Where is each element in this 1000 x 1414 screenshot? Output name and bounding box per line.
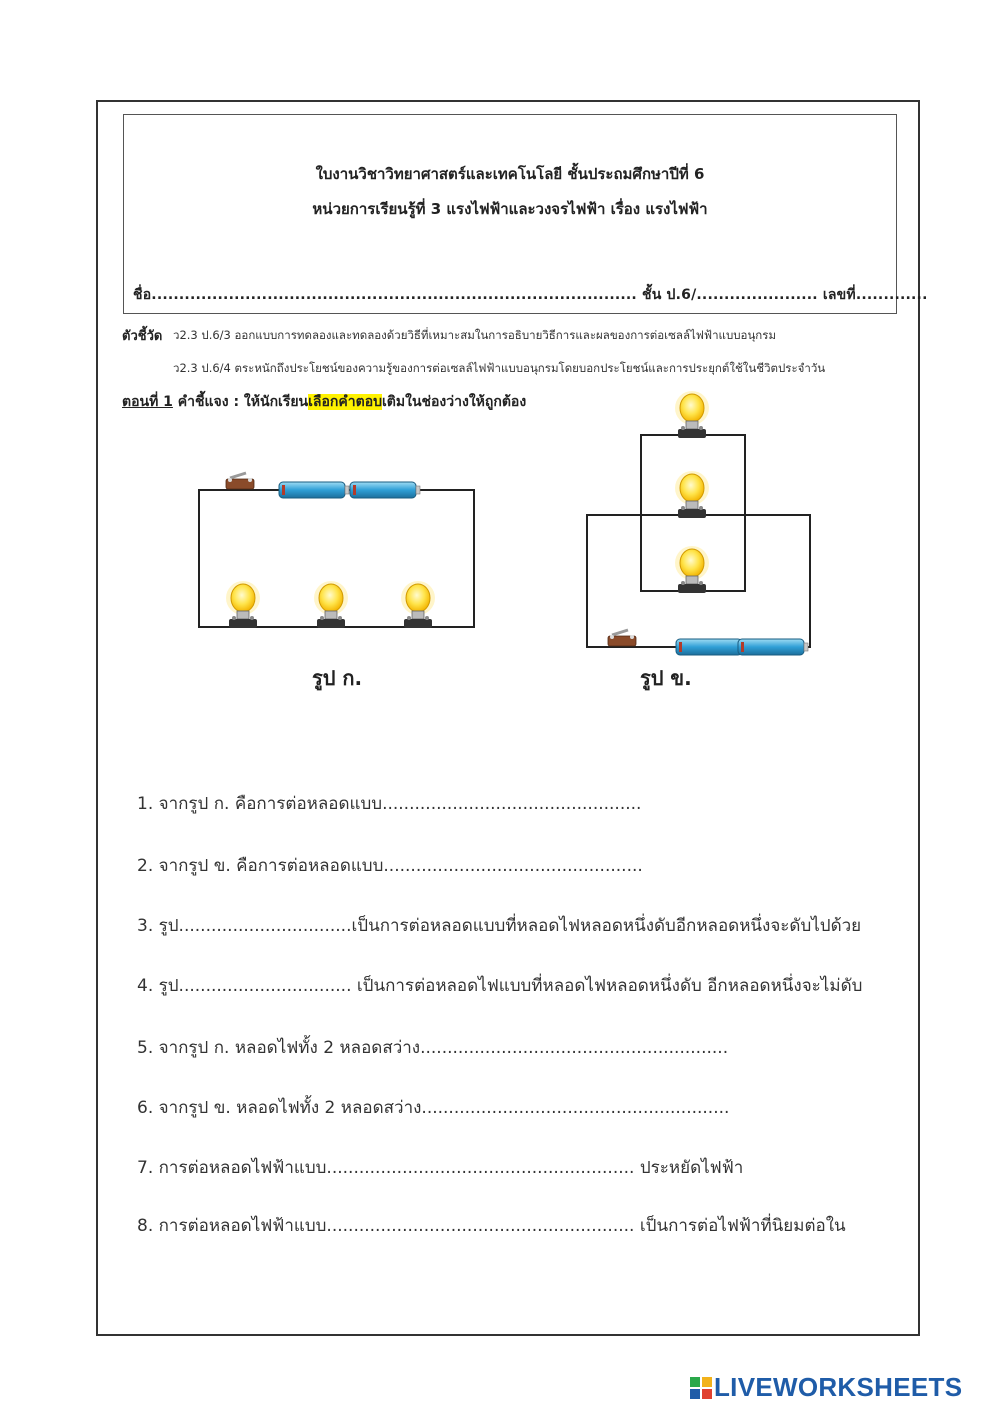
- question-5: 5. จากรูป ก. หลอดไฟทั้ง 2 หลอดสว่าง.........................................................: [137, 1038, 729, 1058]
- question-4: 4. รูป................................ เป็นการต่อหลอดไฟแบบที่หลอดไฟหลอดหนึ่งดับ อีกหลอดหนึ่งจะไม่ดับ: [137, 976, 863, 996]
- question-3: 3. รูป................................เป็นการต่อหลอดแบบที่หลอดไฟหลอดหนึ่งดับอีกหลอดหนึ่งจะดับไปด้วย: [137, 916, 862, 936]
- figure-a-series-circuit: [199, 473, 474, 628]
- battery-icon: [738, 639, 808, 655]
- light-bulb-icon: [401, 581, 435, 628]
- worksheet-title: ใบงานวิชาวิทยาศาสตร์และเทคโนโลยี ชั้นประถมศึกษาปีที่ 6: [315, 165, 705, 183]
- unit-title: หน่วยการเรียนรู้ที่ 3 แรงไฟฟ้าและวงจรไฟฟ้า เรื่อง แรงไฟฟ้า: [312, 200, 708, 218]
- circuit-figures: [0, 0, 1000, 700]
- figure-b-caption: รูป ข.: [640, 666, 692, 690]
- logo-mark-icon: [690, 1377, 712, 1399]
- instruction-text-end: เติมในช่องว่างให้ถูกต้อง: [382, 394, 527, 410]
- light-bulb-icon: [675, 391, 709, 438]
- instruction-text: คำชี้แจง : ให้นักเรียน: [172, 394, 309, 410]
- question-1: 1. จากรูป ก. คือการต่อหลอดแบบ................................................: [137, 794, 642, 814]
- liveworksheets-logo: [690, 1372, 962, 1403]
- light-bulb-icon: [314, 581, 348, 628]
- question-6: 6. จากรูป ข. หลอดไฟทั้ง 2 หลอดสว่าง.........................................................: [137, 1098, 730, 1118]
- question-2: 2. จากรูป ข. คือการต่อหลอดแบบ................................................: [137, 856, 643, 876]
- figure-a-caption: รูป ก.: [312, 666, 363, 690]
- battery-icon: [350, 482, 420, 498]
- switch-icon: [226, 473, 254, 489]
- indicator-1: ว2.3 ป.6/3 ออกแบบการทดลองและทดลองด้วยวิธีที่เหมาะสมในการอธิบายวิธีการและผลของการต่อเซลล์ไฟฟ้าแบบอนุกรม: [173, 328, 777, 342]
- student-info-row: ชื่อ........................................................................................ ชั้น ป.6/...................... เลขที่.............: [133, 287, 928, 303]
- light-bulb-icon: [226, 581, 260, 628]
- indicator-2: ว2.3 ป.6/4 ตระหนักถึงประโยชน์ของความรู้ของการต่อเซลล์ไฟฟ้าแบบอนุกรมโดยบอกประโยชน์และการประยุกต์ใช้ในชีวิตประจำวัน: [173, 361, 826, 375]
- question-7: 7. การต่อหลอดไฟฟ้าแบบ......................................................... ประหยัดไฟฟ้า: [137, 1158, 744, 1178]
- battery-icon: [676, 639, 746, 655]
- highlighted-instruction: เลือกคำตอบ: [308, 394, 382, 410]
- battery-icon: [279, 482, 349, 498]
- question-8: 8. การต่อหลอดไฟฟ้าแบบ......................................................... เป็นการต่อไฟฟ้าที่นิยมต่อใน: [137, 1216, 846, 1236]
- switch-icon: [608, 630, 636, 646]
- figure-b-parallel-circuit: [587, 391, 810, 655]
- logo-text: LIVEWORKSHEETS: [714, 1372, 963, 1402]
- part1-label: ตอนที่ 1: [122, 394, 173, 410]
- figure-b-outer-loop: [587, 515, 810, 647]
- indicators-label: ตัวชี้วัด: [122, 329, 163, 344]
- light-bulb-icon: [675, 471, 709, 518]
- light-bulb-icon: [675, 546, 709, 593]
